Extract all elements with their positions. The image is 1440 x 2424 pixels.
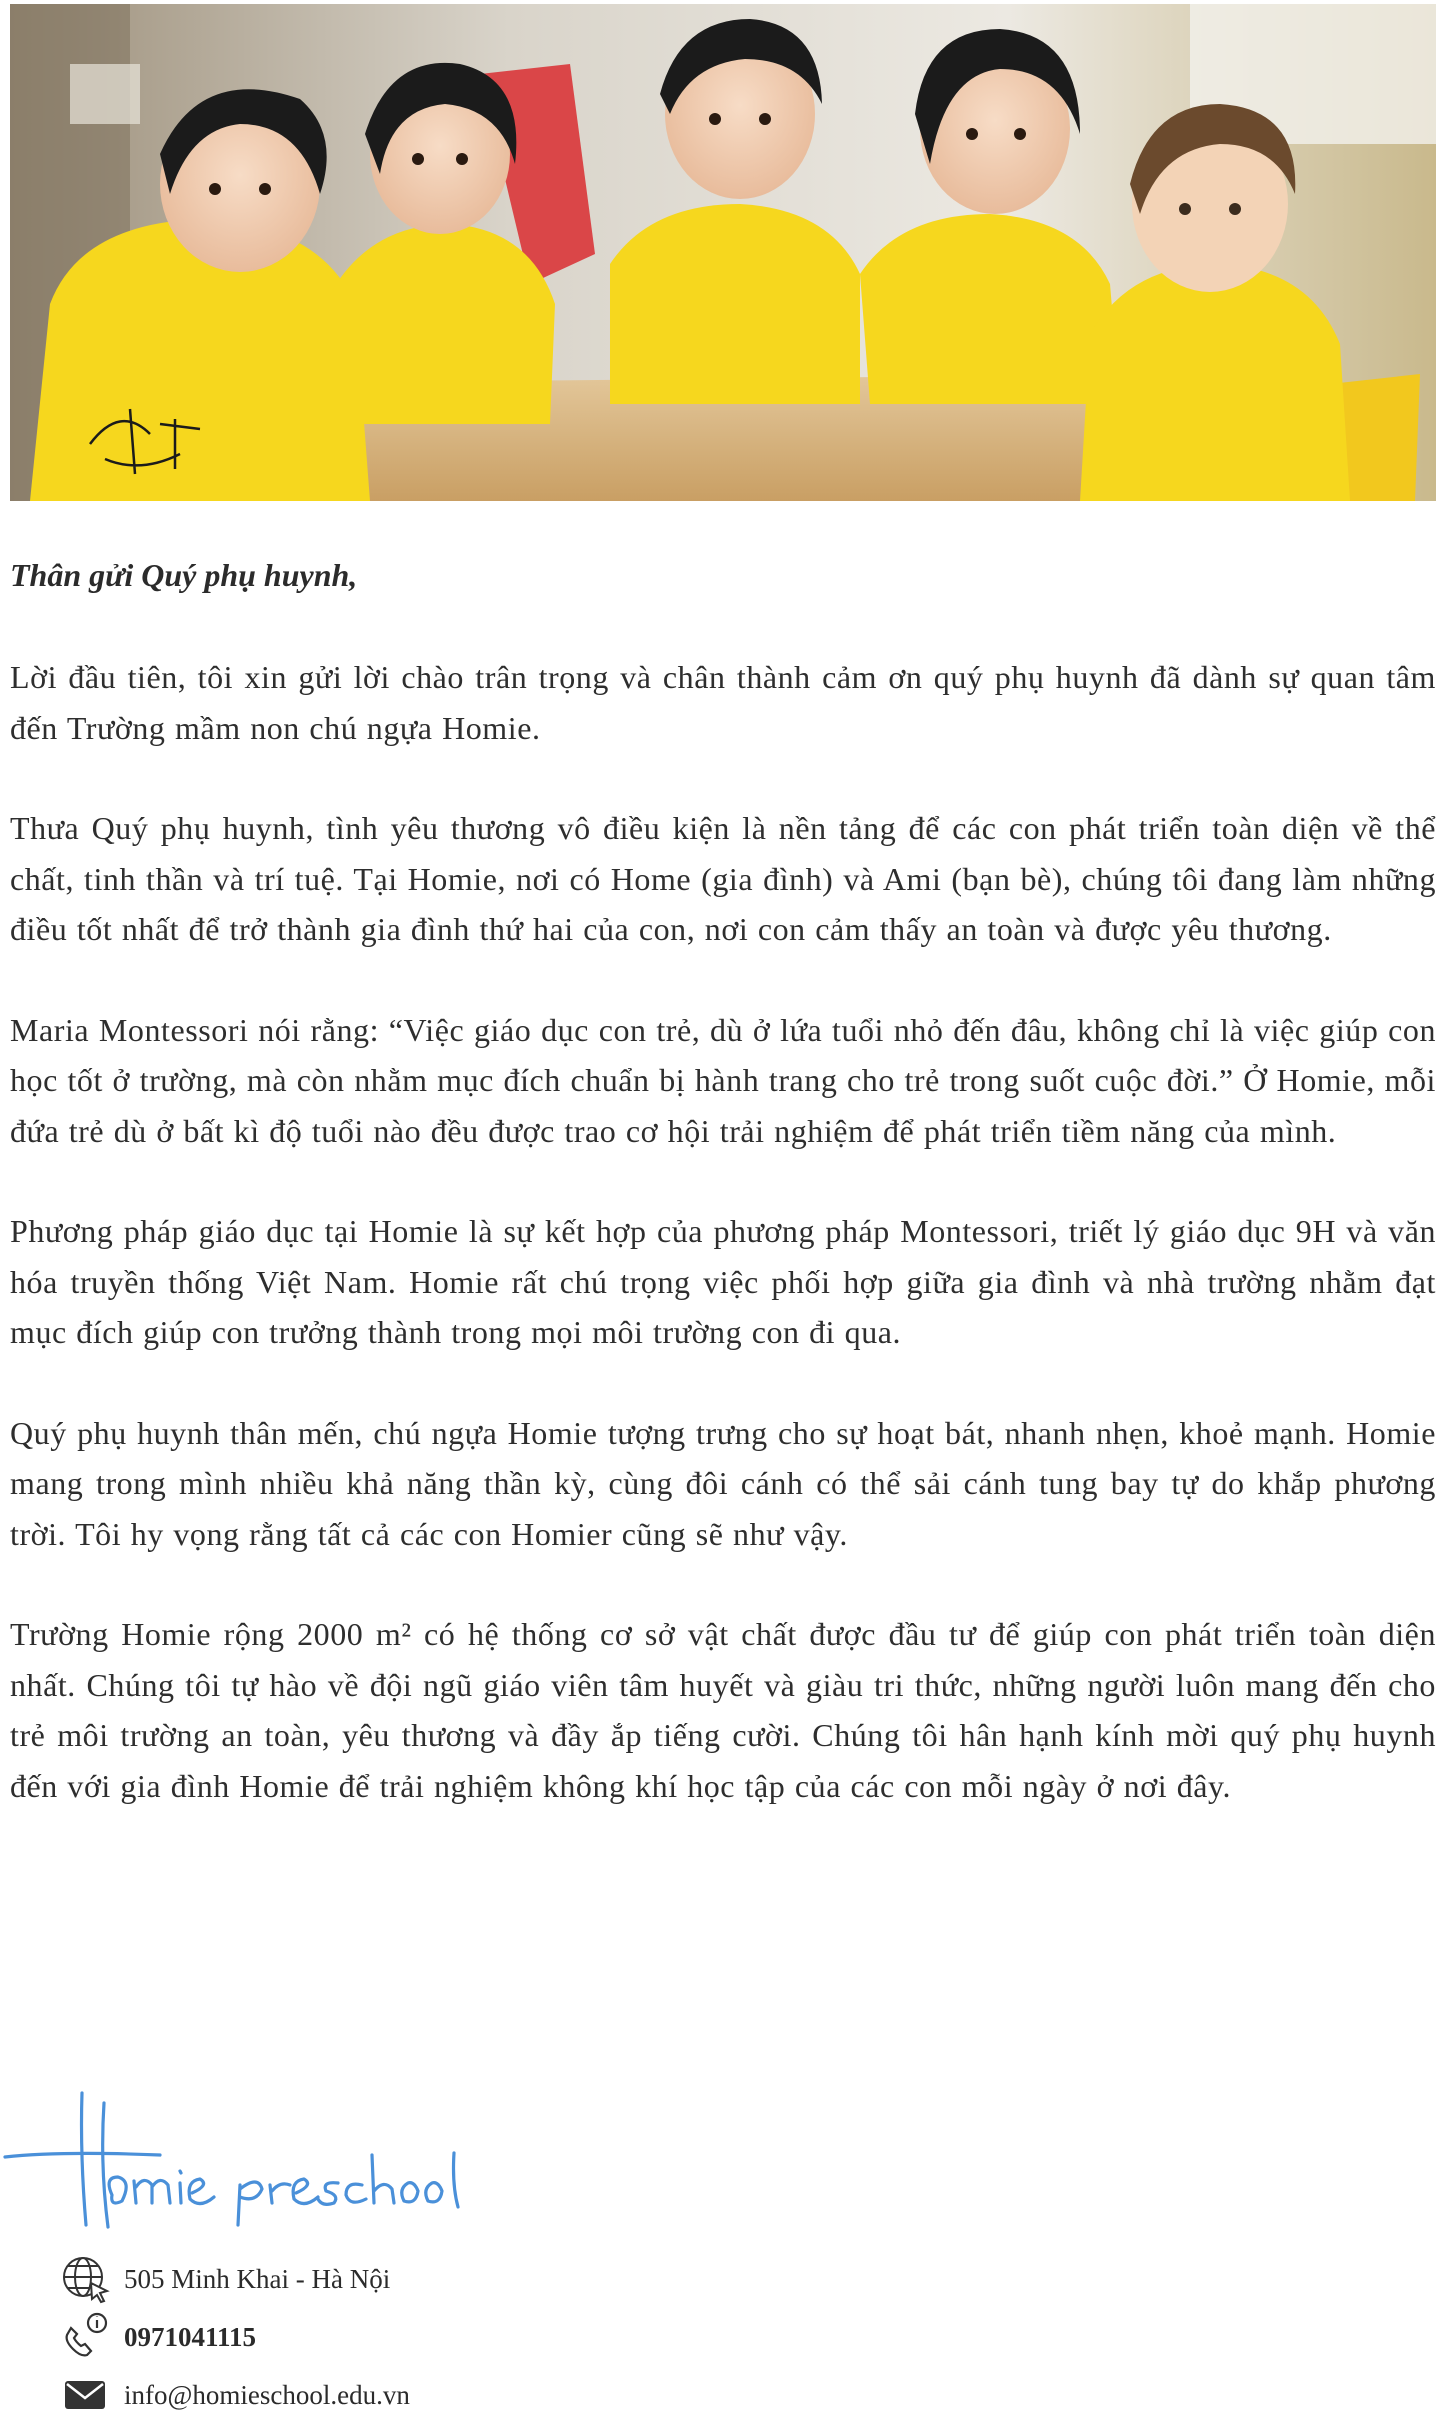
signature-logo	[0, 2085, 480, 2235]
contact-phone[interactable]: 0971041115	[124, 2321, 257, 2352]
letter-paragraph-1: Lời đầu tiên, tôi xin gửi lời chào trân trọng và chân thành cảm ơn quý phụ huynh đã dành sự quan tâm đến Trường mầm non chú ngựa Homie.	[10, 659, 1436, 746]
contact-email[interactable]: info@homieschool.edu.vn	[124, 2379, 410, 2410]
letter-salutation: Thân gửi Quý phụ huynh,	[10, 557, 358, 593]
contact-address-row	[56, 2250, 656, 2308]
hero-photo-illustration	[10, 4, 1436, 501]
letter-paragraph-4: Phương pháp giáo dục tại Homie là sự kết hợp của phương pháp Montessori, triết lý giáo dục 9H và văn hóa truyền thống Việt Nam. Homie rất chú trọng việc phối hợp giữa gia đình và nhà trường nhằm đạt mục đích giúp con trưởng thành trong mọi môi trường con đi qua.	[10, 1213, 1436, 1350]
phone-info-icon	[56, 2308, 114, 2366]
letter-paragraph-5: Quý phụ huynh thân mến, chú ngựa Homie tượng trưng cho sự hoạt bát, nhanh nhẹn, khoẻ mạnh. Homie mang trong mình nhiều khả năng thần kỳ, cùng đôi cánh có thể sải cánh tung bay tự do khắp phương trời. Tôi hy vọng rằng tất cả các con Homier cũng sẽ như vậy.	[10, 1414, 1436, 1552]
contact-address: 505 Minh Khai - Hà Nội	[124, 2263, 391, 2294]
letter-paragraph-2: Thưa Quý phụ huynh, tình yêu thương vô điều kiện là nền tảng để các con phát triển toàn diện về thể chất, tinh thần và trí tuệ. Tại Homie, nơi có Home (gia đình) và Ami (bạn bè), chúng tôi đang làm những điều tốt nhất để trở thành gia đình thứ hai của con, nơi con cảm thấy an toàn và được yêu thương.	[10, 810, 1436, 947]
contact-block	[56, 2250, 656, 2424]
hero-photo	[10, 4, 1436, 501]
letter-body	[10, 550, 1436, 1861]
letter-paragraph-6: Trường Homie rộng 2000 m² có hệ thống cơ sở vật chất được đầu tư để giúp con phát triển toàn diện nhất. Chúng tôi tự hào về đội ngũ giáo viên tâm huyết và giàu tri thức, những người luôn mang đến cho trẻ môi trường an toàn, yêu thương và đầy ắp tiếng cười. Chúng tôi hân hạnh kính mời quý phụ huynh đến với gia đình Homie để trải nghiệm không khí học tập của các con mỗi ngày ở nơi đây.	[10, 1616, 1436, 1804]
contact-email-row	[56, 2366, 656, 2424]
letter-paragraph-3: Maria Montessori nói rằng: “Việc giáo dục con trẻ, dù ở lứa tuổi nhỏ đến đâu, không chỉ là việc giúp con học tốt ở trường, mà còn nhằm mục đích chuẩn bị hành trang cho trẻ trong suốt cuộc đời.” Ở Homie, mỗi đứa trẻ dù ở bất kì độ tuổi nào đều được trao cơ hội trải nghiệm để phát triển tiềm năng của mình.	[10, 1011, 1436, 1149]
contact-phone-row	[56, 2308, 656, 2366]
globe-cursor-icon	[56, 2250, 114, 2308]
mail-icon	[56, 2366, 114, 2424]
signature-logo-drawing	[0, 2085, 480, 2235]
